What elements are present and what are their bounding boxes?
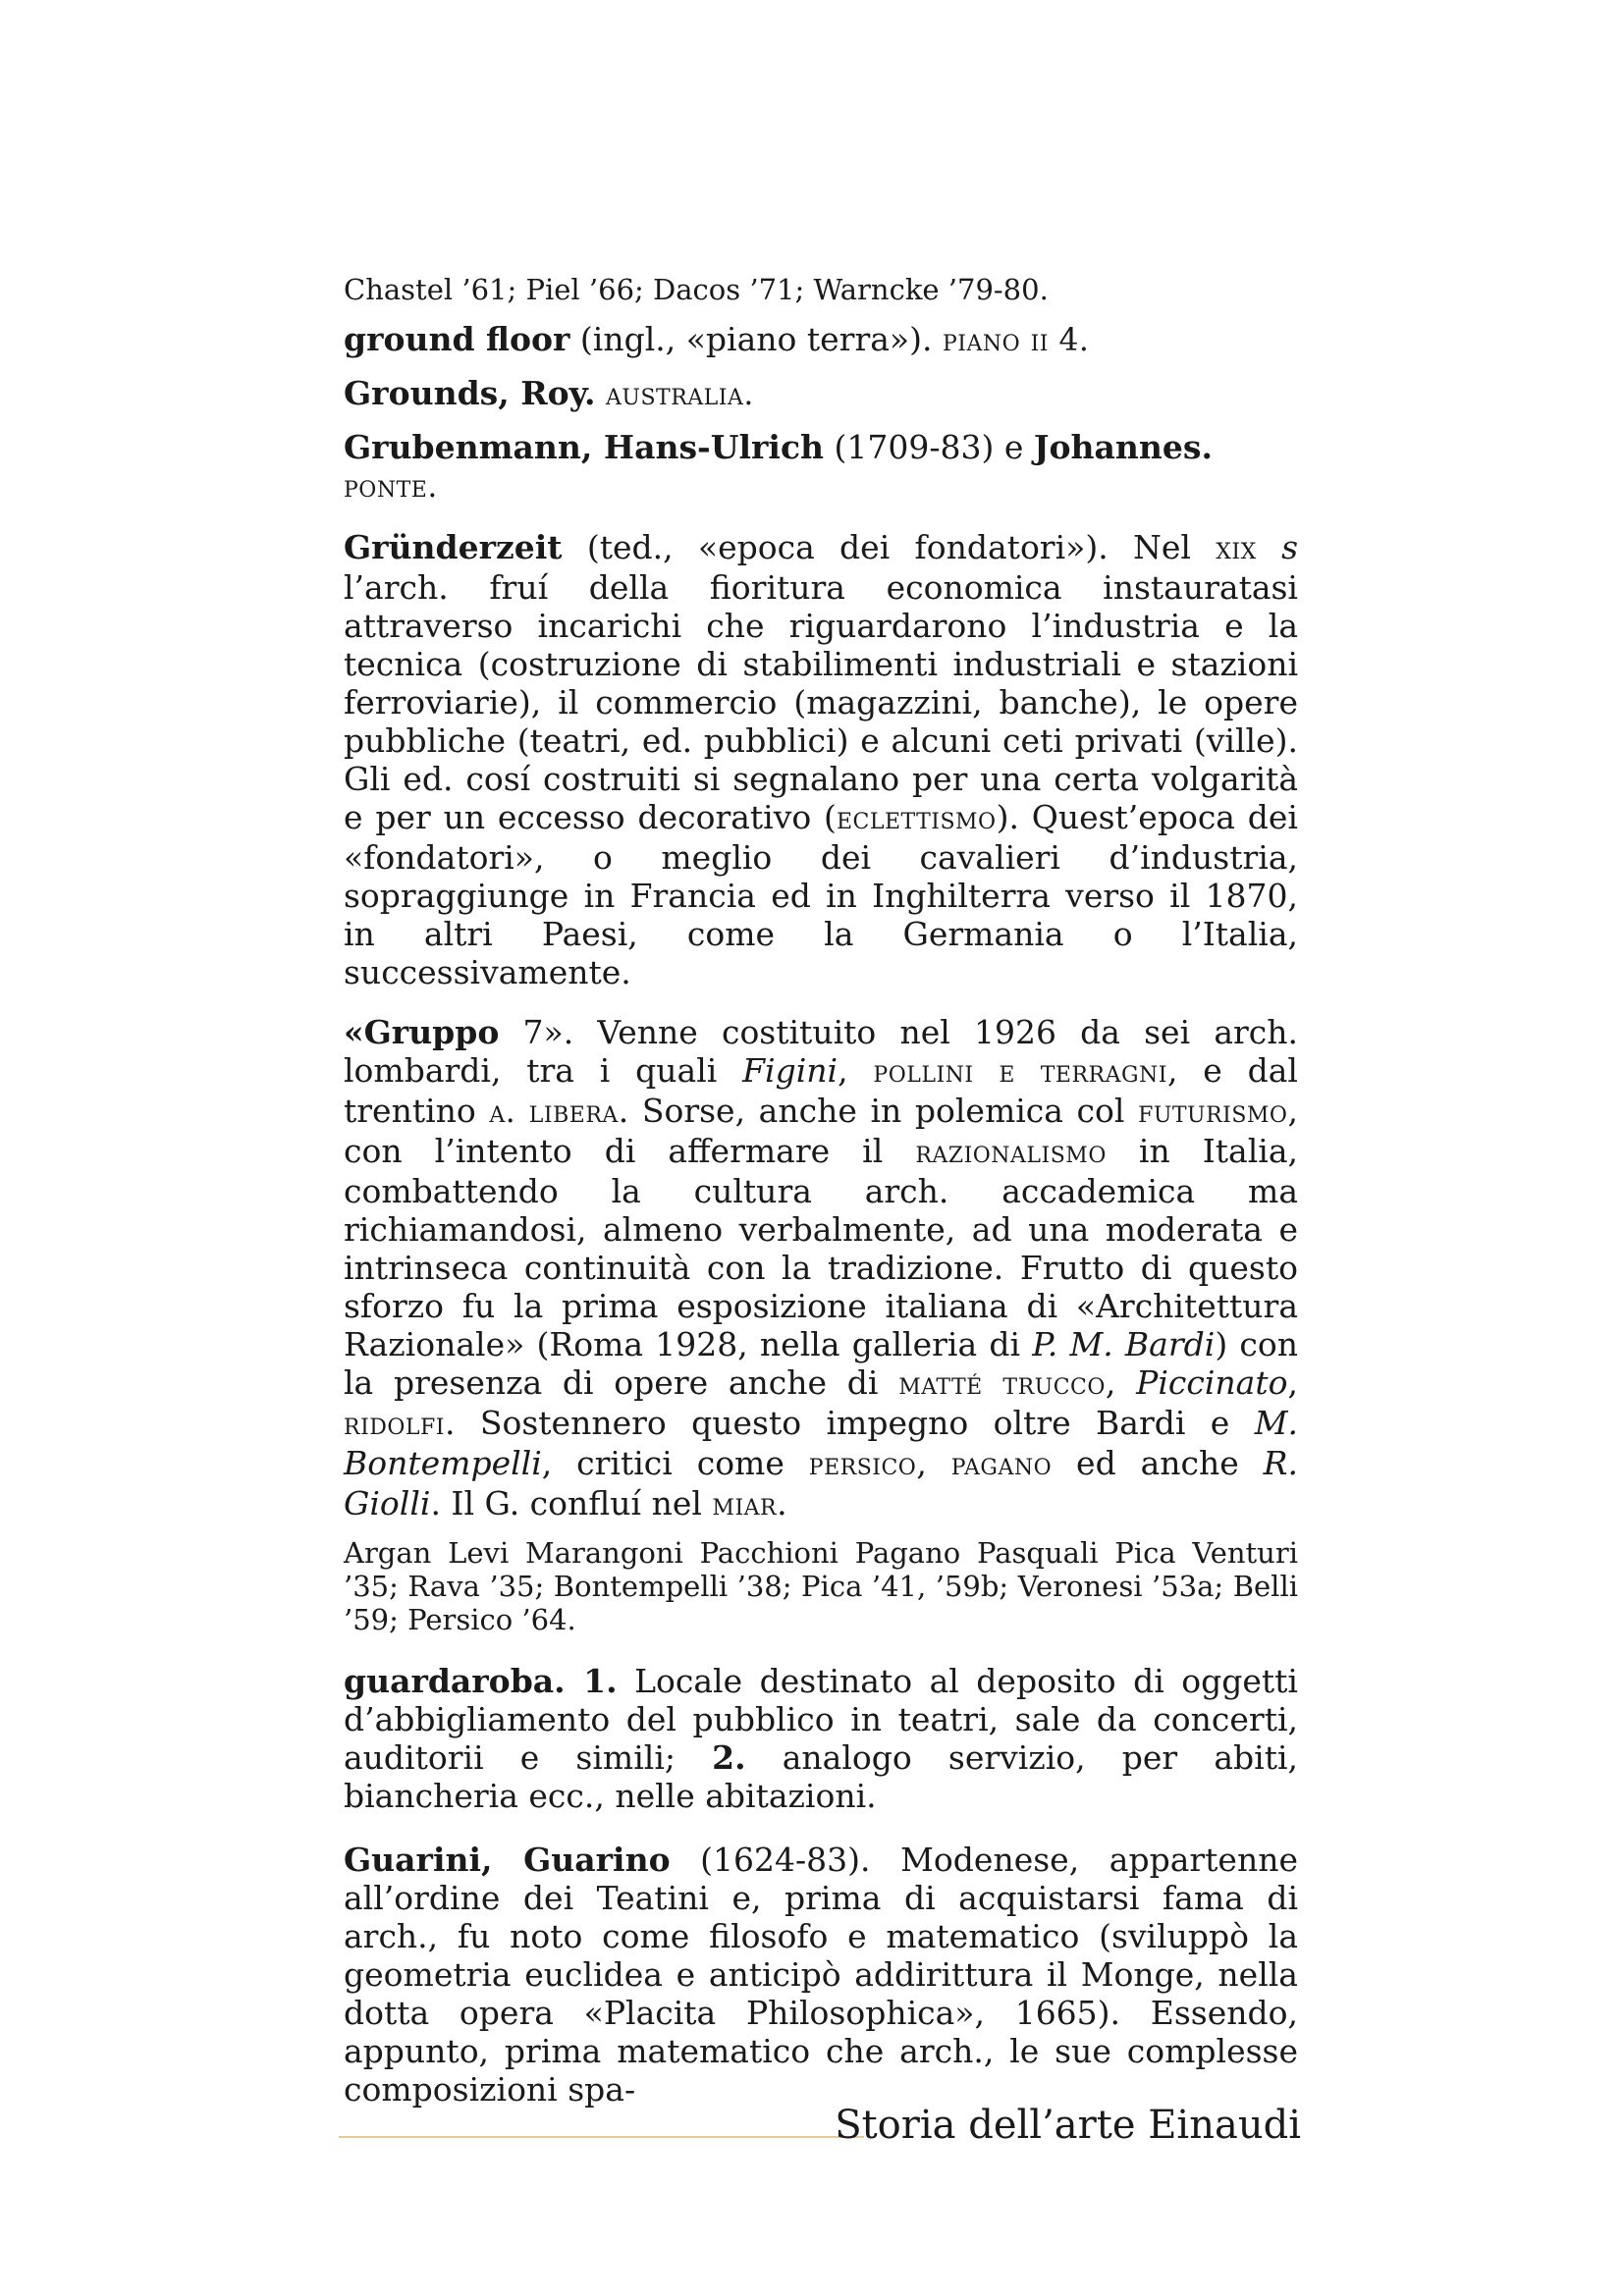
bibliography-gruppo-7: Argan Levi Marangoni Pacchioni Pagano Pasquali Pica Venturi ’35; Rava ’35; Bontempelli ’38; Pica ’41, ’59b; Veronesi ’53a; Belli ’59; Persico ’64. xyxy=(344,1536,1298,1636)
entry-text: l’arch. fruí della fioritura economica instauratasi attraverso incarichi che riguardarono l’industria e la tecnica (costruzione di stabilimenti industriali e stazioni ferroviarie), il commercio (magazzini, banche), le opere pubbliche (teatri, ed. pubblici) e alcuni ceti privati (ville). Gli ed. cosí costruiti si segnalano per una certa volgarità e per un eccesso decorativo ( xyxy=(344,568,1298,836)
entry-guarini xyxy=(344,1841,1298,2109)
cross-reference: matté trucco xyxy=(898,1366,1106,1402)
entry-text: Venne costituito nel 1926 da sei arch. lombardi, tra i quali xyxy=(344,1013,1298,1090)
cross-reference: ridolfi xyxy=(344,1407,445,1442)
cross-reference: piano ii 4. xyxy=(942,323,1090,358)
name-italic: P. M. Bardi xyxy=(1032,1325,1216,1363)
cross-reference: ponte. xyxy=(344,469,438,505)
cross-reference: pollini e terragni xyxy=(873,1054,1167,1090)
headword-secondary: Johannes. xyxy=(1033,428,1213,466)
entry-text: ed anche xyxy=(1052,1444,1264,1482)
name-italic: Figini xyxy=(742,1051,839,1090)
sense-number: 2. xyxy=(712,1738,746,1777)
headword: Grounds, Roy. xyxy=(344,374,596,412)
sense-number: 1. xyxy=(565,1662,618,1700)
cross-reference: australia. xyxy=(606,377,754,412)
bibliography-top: Chastel ’61; Piel ’66; Dacos ’71; Warncke ’79-80. xyxy=(344,273,1049,306)
entry-text: ). Quest’epoca dei «fondatori», o meglio dei cavalieri d’industria, sopraggiunge in Francia ed in Inghilterra verso il 1870, in altri Paesi, come la Germania o l’Italia, successivamente. xyxy=(344,798,1298,991)
entry-grunderzeit xyxy=(344,528,1298,991)
entry-grounds xyxy=(344,374,1298,414)
entry-text: , xyxy=(916,1444,951,1482)
publisher-name: Storia dell’arte Einaudi xyxy=(835,2103,1301,2148)
cross-reference: razionalismo xyxy=(915,1135,1107,1170)
entry-text: , con l’intento di affermare il xyxy=(344,1092,1298,1170)
footer-rule xyxy=(339,2136,864,2138)
entry-text: . Il G. confluí nel xyxy=(430,1484,713,1522)
entry-gruppo-7 xyxy=(344,1013,1298,1524)
entry-text: (ingl., «piano terra»). xyxy=(569,320,943,358)
headword-tail: 7». xyxy=(499,1013,598,1051)
headword: Grubenmann, Hans-Ulrich xyxy=(344,428,825,466)
dictionary-page xyxy=(344,273,1298,2109)
cross-reference: eclettismo xyxy=(836,801,997,836)
cross-reference: a. libera xyxy=(489,1095,619,1130)
entry-text: , xyxy=(1105,1363,1137,1402)
entry-text: . xyxy=(777,1484,787,1522)
headword: ground floor xyxy=(344,320,570,358)
century-abbrev: s xyxy=(1281,528,1298,566)
entry-text: ) con la presenza di opere anche di xyxy=(344,1325,1298,1402)
page-footer xyxy=(339,2101,1301,2160)
century-numeral: xix xyxy=(1216,531,1257,566)
entry-ground-floor xyxy=(344,320,1298,360)
headword: Guarini, Guarino xyxy=(344,1841,671,1879)
name-italic: Piccinato xyxy=(1136,1363,1288,1402)
entry-text: , e dal trentino xyxy=(344,1051,1298,1130)
entry-grubenmann xyxy=(344,428,1298,507)
entry-text: . Sorse, anche in polemica col xyxy=(618,1092,1139,1130)
headword: Gründerzeit xyxy=(344,528,563,566)
cross-reference: pagano xyxy=(950,1447,1053,1482)
cross-reference: miar xyxy=(712,1487,778,1522)
cross-reference: futurismo xyxy=(1138,1095,1288,1130)
entry-text: , xyxy=(1287,1363,1298,1402)
entry-text: , xyxy=(838,1051,874,1090)
entry-text: (1709-83) e xyxy=(824,428,1034,466)
entry-text: (ted., «epoca dei fondatori»). Nel xyxy=(562,528,1217,566)
entry-text: in Italia, combattendo la cultura arch. accademica ma richiamandosi, almeno verbalmente, ad una moderata e intrinseca continuità con la tradizione. Frutto di questo sforzo fu la prima esposizione italiana di «Architettura Razionale» (Roma 1928, nella galleria di xyxy=(344,1132,1299,1363)
entry-guardaroba xyxy=(344,1662,1298,1815)
entry-text: Locale destinato al deposito di oggetti d’abbigliamento del pubblico in teatri, sale da concerti, auditorii e simili; xyxy=(344,1662,1298,1777)
entry-text: analogo servizio, per abiti, biancheria ecc., nelle abitazioni. xyxy=(344,1738,1298,1815)
cross-reference: persico xyxy=(808,1447,917,1482)
entry-text: , critici come xyxy=(541,1444,809,1482)
name-italic: M. Bontempelli xyxy=(344,1404,1298,1482)
entry-text: . Sostennero questo impegno oltre Bardi e xyxy=(445,1404,1255,1442)
headword: «Gruppo xyxy=(344,1013,500,1051)
entry-text: (1624-83). Modenese, appartenne all’ordine dei Teatini e, prima di acquistarsi fama di arch., fu noto come filosofo e matematico (sviluppò la geometria euclidea e anticipò addirittura il Monge, nella dotta opera «Placita Philosophica», 1665). Essendo, appunto, prima matematico che arch., le sue complesse composizioni spa- xyxy=(344,1841,1298,2109)
name-italic: R. Giolli xyxy=(344,1444,1299,1522)
headword: guardaroba. xyxy=(344,1662,566,1700)
